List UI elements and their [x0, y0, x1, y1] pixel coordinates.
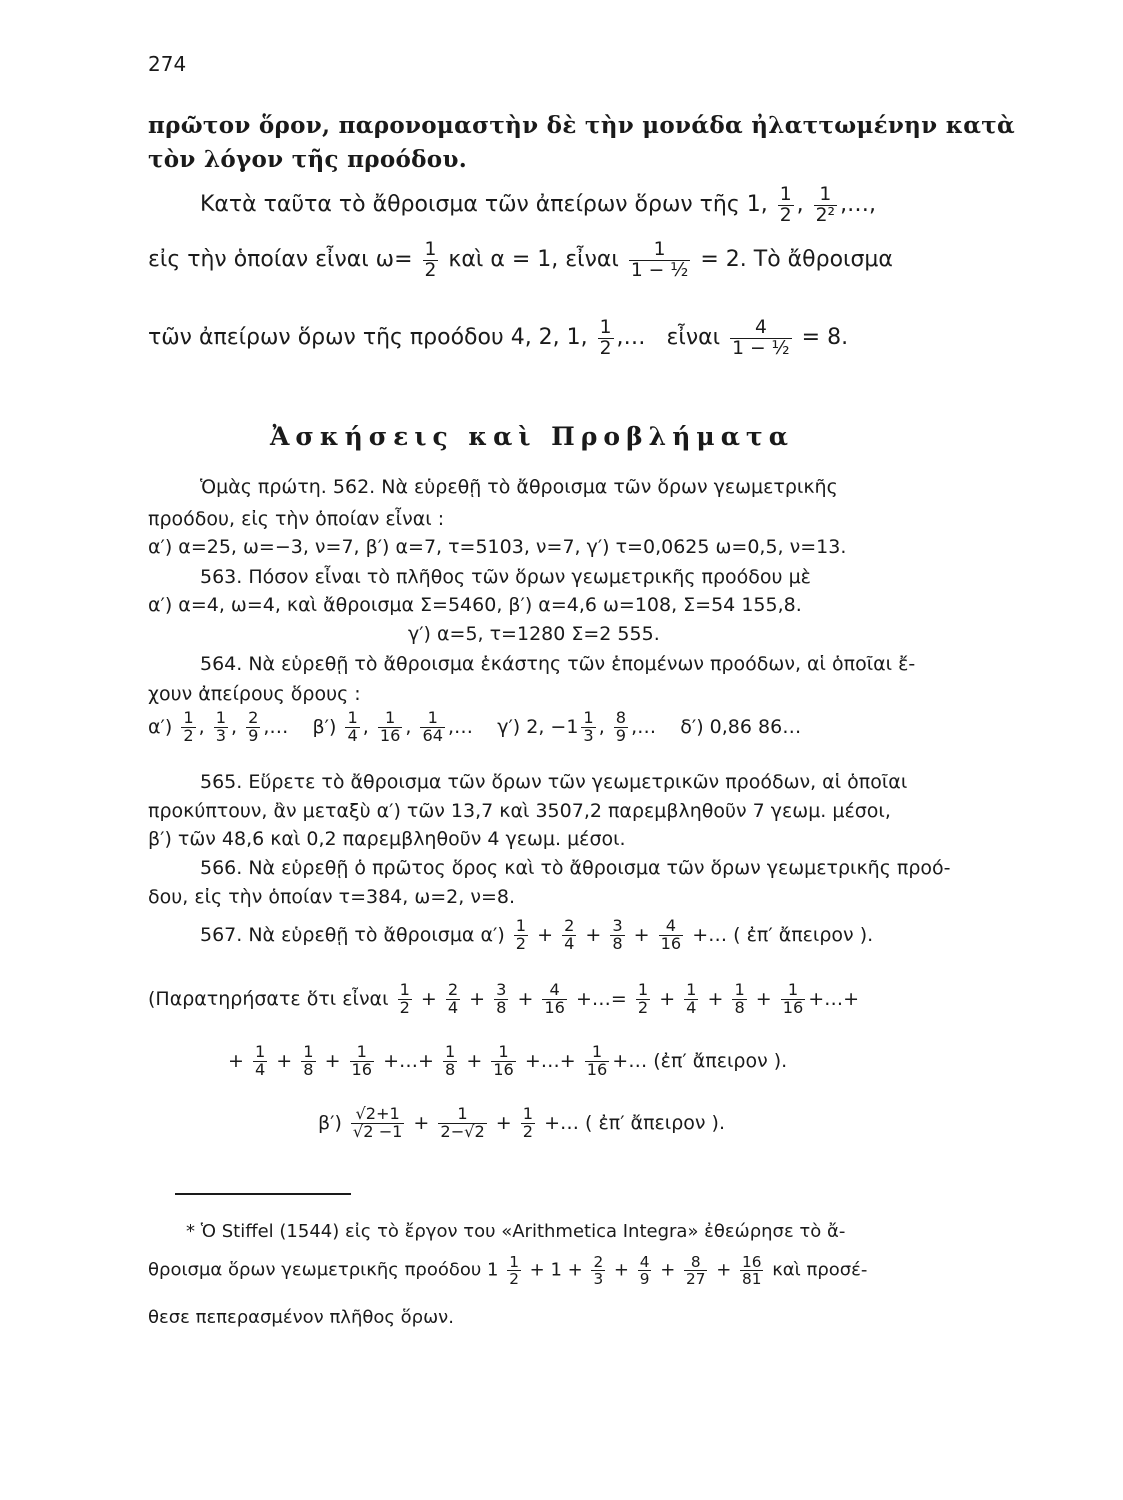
series-line-567-cont: + $\frac{1}{4}$ + $\frac{1}{8}$ + $\frac{1}{16}$ +…+ $\frac{1}{8}$ + $\frac{1}{16}$ +…+ $\frac{1}{16}$ +… (ἐπ′ ἄπειρον ).	[228, 1042, 788, 1079]
fraction: $\frac{1}{2}$	[779, 184, 792, 226]
para1-line-3: τῶν ἀπείρων ὅρων τῆς προόδου 4, 2, 1, $\frac{1}{2}$ ,… εἶναι $\frac{4}{\text{1 − ½}}$ = 8.	[148, 317, 849, 359]
fraction: $\frac{1}{\text{2²}}$	[815, 184, 836, 226]
exercise-line: 563. Πόσον εἶναι τὸ πλῆθος τῶν ὅρων γεωμετρικῆς προόδου μὲ	[200, 566, 811, 588]
page-number: 274	[148, 52, 187, 76]
exercise-line: α′) α=25, ω=−3, ν=7, β′) α=7, τ=5103, ν=7, γ′) τ=0,0625 ω=0,5, ν=13.	[148, 536, 847, 558]
footnote-line-2: θροισμα ὅρων γεωμετρικῆς προόδου 1 $\frac{1}{2}$ + 1 + $\frac{2}{3}$ + $\frac{4}{9}$ + $\frac{8}{27}$ + $\frac{16}{81}$ καὶ προσέ-	[148, 1253, 868, 1289]
fraction: $\frac{1}{2}$	[424, 239, 437, 281]
series-line-567: 567. Νὰ εὑρεθῇ τὸ ἄθροισμα α′) $\frac{1}{2}$ + $\frac{2}{4}$ + $\frac{3}{8}$ + $\frac{4}{16}$ +… ( ἐπ′ ἄπειρον ).	[200, 916, 874, 953]
exercise-line: δου, εἰς τὴν ὁποίαν τ=384, ω=2, ν=8.	[148, 886, 516, 908]
series-line-564: α′) $\frac{1}{2}$ , $\frac{1}{3}$ , $\frac{2}{9}$ ,… β′) $\frac{1}{4}$ , $\frac{1}{16}$ , $\frac{1}{64}$ ,… γ′) 2, −1 $\frac{1}{3}$ , $\frac{8}{9}$ ,… δ′) 0,86 86…	[148, 708, 802, 745]
series-line-567-note: (Παρατηρήσατε ὅτι εἶναι $\frac{1}{2}$ + $\frac{2}{4}$ + $\frac{3}{8}$ + $\frac{4}{16}$ +…= $\frac{1}{2}$ + $\frac{1}{4}$ + $\frac{1}{8}$ + $\frac{1}{16}$ +…+	[148, 980, 860, 1017]
fraction: $\frac{1}{\text{1 − ½}}$	[630, 239, 689, 281]
exercise-line: 565. Εὕρετε τὸ ἄθροισμα τῶν ὅρων τῶν γεωμετρικῶν προόδων, αἱ ὁποῖαι	[200, 771, 908, 793]
intro-line-2: τὸν λόγον τῆς προόδου.	[148, 146, 468, 173]
footnote-line-1: * Ὁ Stiffel (1544) εἰς τὸ ἔργον του «Arithmetica Integra» ἐθεώρησε τὸ ἄ-	[186, 1221, 846, 1242]
footnote-divider	[175, 1193, 351, 1195]
exercise-line: προόδου, εἰς τὴν ὁποίαν εἶναι :	[148, 508, 445, 530]
exercise-line: προκύπτουν, ἂν μεταξὺ α′) τῶν 13,7 καὶ 3507,2 παρεμβληθοῦν 7 γεωμ. μέσοι,	[148, 800, 891, 822]
section-heading: Ἀσκήσεις καὶ Προβλήματα	[270, 422, 794, 451]
exercise-line: Ὁμὰς πρώτη. 562. Νὰ εὑρεθῇ τὸ ἄθροισμα τῶν ὅρων γεωμετρικῆς	[200, 476, 838, 498]
para1-line-2: εἰς τὴν ὁποίαν εἶναι ω= $\frac{1}{2}$ καὶ α = 1, εἶναι $\frac{1}{\text{1 − ½}}$ = 2. Τὸ ἄθροισμα	[148, 239, 893, 281]
exercise-line: 564. Νὰ εὑρεθῇ τὸ ἄθροισμα ἑκάστης τῶν ἑπομένων προόδων, αἱ ὁποῖαι ἔ-	[200, 653, 916, 675]
exercise-line: α′) α=4, ω=4, καὶ ἄθροισμα Σ=5460, β′) α=4,6 ω=108, Σ=54 155,8.	[148, 594, 802, 616]
intro-line-1: πρῶτον ὅρον, παρονομαστὴν δὲ τὴν μονάδα ἠλαττωμένην κατὰ	[148, 112, 1016, 139]
exercise-line: γ′) α=5, τ=1280 Σ=2 555.	[408, 623, 660, 645]
exercise-line: 566. Νὰ εὑρεθῇ ὁ πρῶτος ὅρος καὶ τὸ ἄθροισμα τῶν ὅρων γεωμετρικῆς προό-	[200, 857, 951, 879]
fraction: $\frac{4}{\text{1 − ½}}$	[732, 317, 790, 359]
footnote-line-3: θεσε πεπερασμένον πλῆθος ὅρων.	[148, 1307, 454, 1328]
fraction: $\frac{1}{2}$	[599, 317, 612, 359]
exercise-line: χουν ἀπείρους ὅρους :	[148, 683, 361, 705]
series-line-567-b: β′) $\frac{√2+1}{√2 -1}$ + $\frac{1}{2-√2}$ + $\frac{1}{2}$ +… ( ἐπ′ ἄπειρον ).	[318, 1104, 726, 1141]
exercise-line: β′) τῶν 48,6 καὶ 0,2 παρεμβληθοῦν 4 γεωμ. μέσοι.	[148, 828, 626, 850]
para1-text-a: Κατὰ ταῦτα τὸ ἄθροισμα τῶν ἀπείρων ὅρων τῆς 1,	[200, 192, 768, 218]
para1-line-1: Κατὰ ταῦτα τὸ ἄθροισμα τῶν ἀπείρων ὅρων τῆς 1, $\frac{1}{2}$ , $\frac{1}{\text{2²}}$ ,…,	[200, 184, 877, 226]
